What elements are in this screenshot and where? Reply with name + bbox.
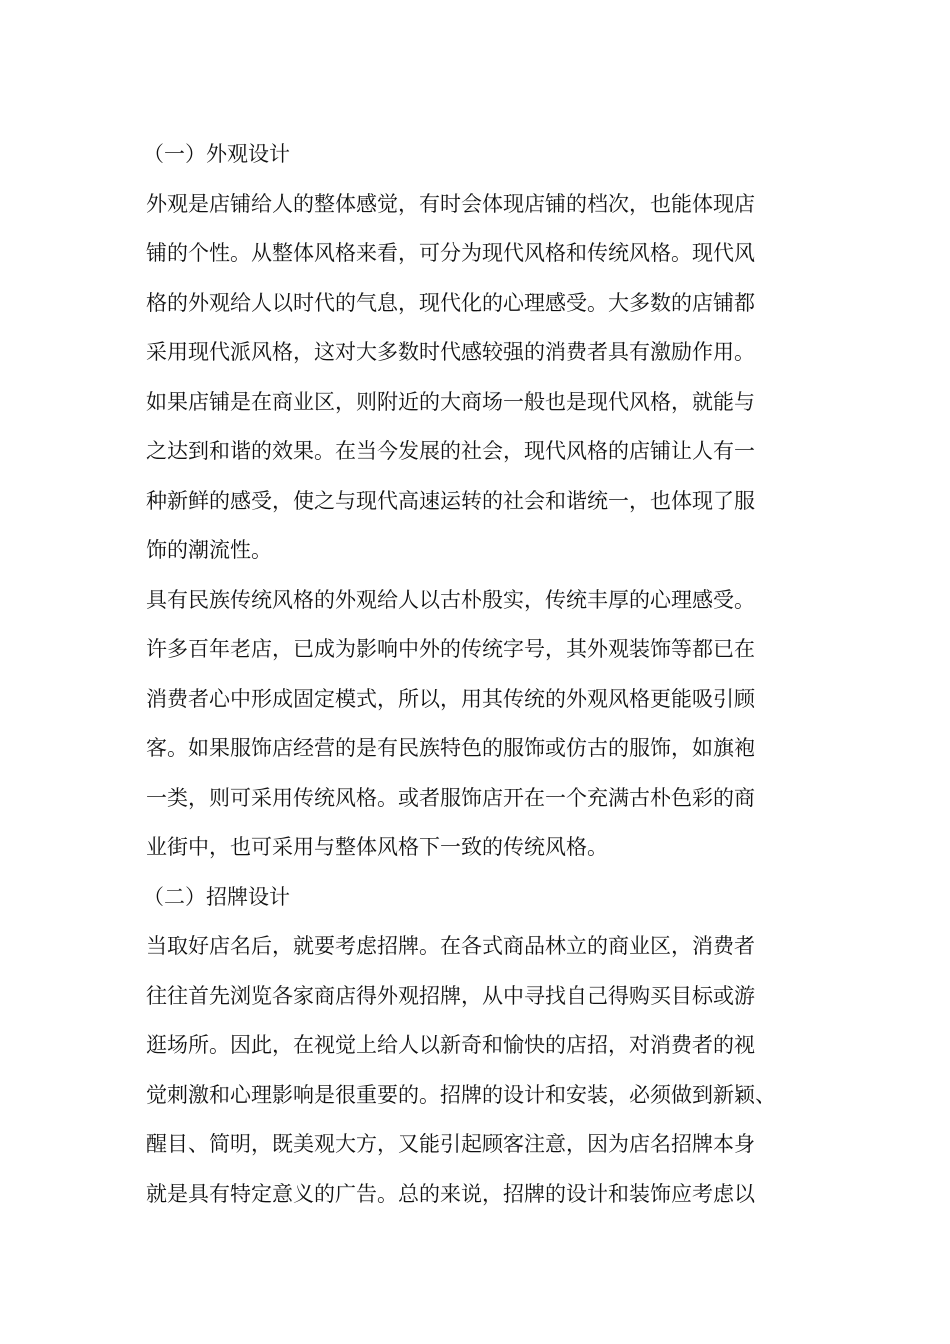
section-heading-signboard-design: （二）招牌设计 [143,884,290,909]
text-line: 醒目、简明，既美观大方，又能引起顾客注意，因为店名招牌本身 [146,1132,755,1156]
text-line: 饰的潮流性。 [146,538,272,562]
text-line: 采用现代派风格，这对大多数时代感较强的消费者具有激励作用。 [146,340,755,364]
text-line: 消费者心中形成固定模式，所以，用其传统的外观风格更能吸引顾 [146,686,755,711]
text-line: 铺的个性。从整体风格来看，可分为现代风格和传统风格。现代风 [146,241,755,265]
text-line: 就是具有特定意义的广告。总的来说，招牌的设计和装饰应考虑以 [146,1181,755,1206]
text-line: 如果店铺是在商业区，则附近的大商场一般也是现代风格，就能与 [146,389,755,414]
text-line: 具有民族传统风格的外观给人以古朴殷实，传统丰厚的心理感受。 [146,587,755,612]
text-line: 格的外观给人以时代的气息，现代化的心理感受。大多数的店铺都 [146,290,755,315]
text-line: 客。如果服饰店经营的是有民族特色的服饰或仿古的服饰，如旗袍 [146,736,755,760]
document-body [143,130,806,1219]
text-line: 一类，则可采用传统风格。或者服饰店开在一个充满古朴色彩的商 [146,785,755,810]
text-line: 之达到和谐的效果。在当今发展的社会，现代风格的店铺让人有一 [146,439,755,463]
text-line: 种新鲜的感受，使之与现代高速运转的社会和谐统一，也体现了服 [146,488,755,513]
section-heading-exterior-design: （一）外观设计 [143,142,290,166]
text-line: 外观是店铺给人的整体感觉，有时会体现店铺的档次，也能体现店 [146,191,755,216]
paragraph-traditional-style [146,576,806,873]
text-line: 往往首先浏览各家商店得外观招牌，从中寻找自己得购买目标或游 [146,983,755,1008]
text-line: 逛场所。因此，在视觉上给人以新奇和愉快的店招，对消费者的视 [146,1033,755,1057]
text-line: 觉刺激和心理影响是很重要的。招牌的设计和安装，必须做到新颖、 [146,1082,776,1107]
paragraph-signboard [146,922,806,1219]
text-line: 业街中，也可采用与整体风格下一致的传统风格。 [146,835,608,859]
paragraph-modern-style [146,180,806,576]
text-line: 许多百年老店，已成为影响中外的传统字号，其外观装饰等都已在 [146,637,755,661]
text-line: 当取好店名后，就要考虑招牌。在各式商品林立的商业区，消费者 [146,934,755,958]
